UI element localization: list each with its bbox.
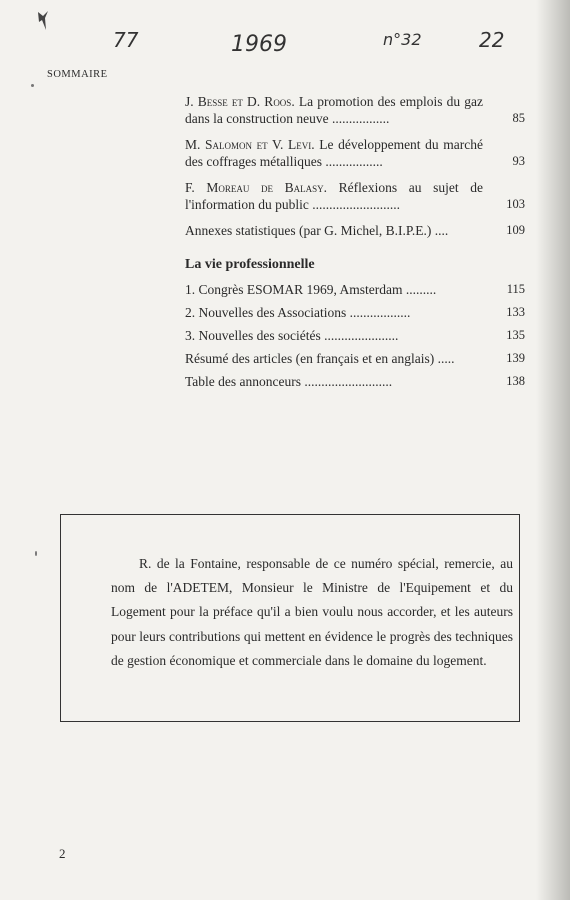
toc-author: M. Salomon et V. Levi. — [185, 137, 315, 152]
handwritten-issue: n°32 — [383, 30, 422, 49]
page-number: 2 — [59, 846, 66, 861]
page-edge-shadow — [536, 0, 570, 900]
toc-entry — [185, 304, 525, 321]
toc-entry — [185, 222, 525, 239]
ink-blot-icon — [36, 10, 50, 32]
section-title: La vie professionnelle — [185, 257, 315, 272]
acknowledgement-text: R. de la Fontaine, responsable de ce numéro spécial, remercie, au nom de l'ADETEM, Monsieur le Ministre de l'Equipement et du Logement pour la préface qu'il a bien voulu nous accorder, et les auteurs pour leurs contributions qui mettent en évidence le progrès des techniques de gestion économique et commerciale dans le domaine du logement. — [111, 556, 513, 668]
toc-entry — [185, 179, 525, 213]
handwritten-number: 77 — [113, 28, 139, 52]
toc-page: 115 — [506, 282, 525, 296]
toc-title: La promotion des emplois du gaz dans la construction neuve ................. — [185, 94, 483, 126]
toc-page: 133 — [506, 305, 525, 319]
toc-title: 2. Nouvelles des Associations .................. — [185, 305, 411, 320]
toc-page: 85 — [512, 111, 525, 125]
toc-page: 139 — [506, 351, 525, 365]
toc-title: Résumé des articles (en français et en anglais) ..... — [185, 351, 455, 366]
toc-title: 1. Congrès ESOMAR 1969, Amsterdam ......... — [185, 282, 437, 297]
toc-author: J. Besse et D. Roos. — [185, 94, 295, 109]
toc-title: Le développement du marché des coffrages métalliques ................. — [185, 137, 484, 169]
toc-entry — [185, 373, 525, 390]
toc-entry — [185, 327, 525, 344]
toc-page: 135 — [506, 328, 525, 342]
toc-entry — [185, 93, 525, 127]
toc-page: 93 — [512, 154, 525, 168]
ink-speck — [35, 551, 37, 556]
ink-speck — [31, 84, 34, 87]
toc-page: 109 — [506, 223, 525, 237]
handwritten-number: 22 — [479, 28, 505, 52]
toc-title: 3. Nouvelles des sociétés ...................... — [185, 328, 399, 343]
sommaire-header: SOMMAIRE — [47, 69, 108, 80]
toc-title: Réflexions au sujet de l'information du public .......................... — [185, 180, 483, 212]
toc-title: Table des annonceurs .......................... — [185, 374, 393, 389]
toc-page: 103 — [506, 197, 525, 211]
acknowledgement-box — [60, 514, 520, 722]
toc-page: 138 — [506, 374, 525, 388]
toc-title: Annexes statistiques (par G. Michel, B.I.P.E.) .... — [185, 223, 449, 238]
toc-entry — [185, 136, 525, 170]
toc-entry — [185, 350, 525, 367]
table-of-contents — [185, 93, 525, 396]
toc-entry — [185, 281, 525, 298]
toc-author: F. Moreau de Balasy. — [185, 180, 328, 195]
handwritten-year: 1969 — [231, 32, 287, 57]
